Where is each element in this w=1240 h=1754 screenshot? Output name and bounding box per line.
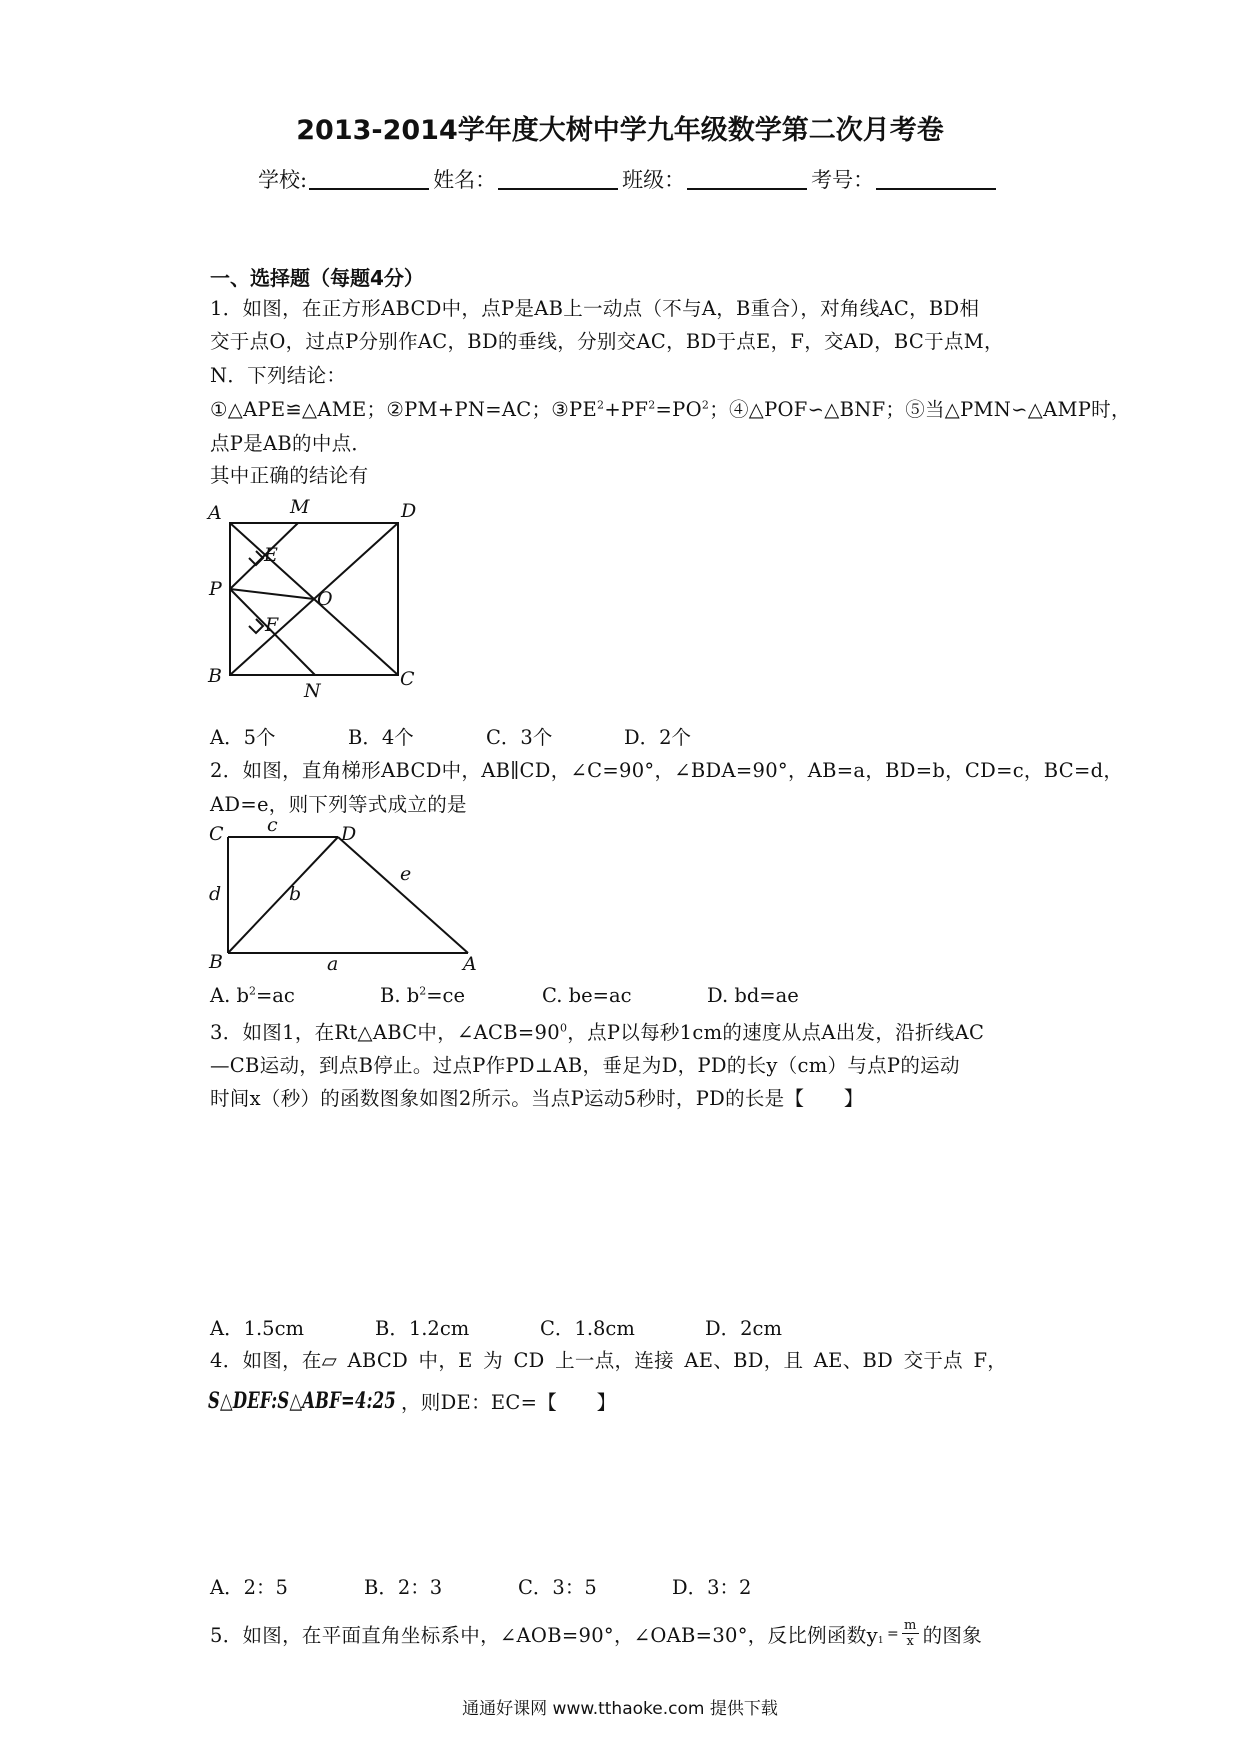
superscript: 2: [419, 984, 427, 998]
q3-line-3: 时间x（秒）的函数图象如图2所示。当点P运动5秒时，PD的长是【 】: [210, 1087, 864, 1110]
q1-option-c: C．3个: [486, 726, 553, 749]
q1-conclusions-part: +PF: [604, 398, 649, 421]
label-a: A: [208, 502, 222, 524]
q3-line-2: —CB运动，到点B停止。过点P作PD⊥AB，垂足为D，PD的长y（cm）与点P的运动: [210, 1054, 960, 1077]
label-d: D: [401, 500, 417, 522]
line-po: [230, 589, 314, 599]
label-d: D: [341, 823, 357, 845]
q2-option-a-text: A. b: [210, 984, 249, 1007]
label-b: B: [209, 951, 223, 973]
q5-line-1: 5．如图，在平面直角坐标系中，∠AOB=90°，∠OAB=30°，反比例函数y 1 = $\frac{m}{x}$ 的图象: [210, 1618, 983, 1649]
q4-options: [210, 1572, 751, 1600]
q3-option-b: B．1.2cm: [375, 1317, 470, 1340]
class-label: 班级：: [622, 168, 686, 192]
q1-line-6: 其中正确的结论有: [210, 464, 369, 487]
q2-option-a: [210, 984, 380, 1007]
diagonal-bd: [228, 837, 338, 953]
q4-line-1: 4．如图，在▱ ABCD 中，E 为 CD 上一点，连接 AE、BD，且 AE、BD 交于点 F，: [210, 1349, 1008, 1372]
class-blank: [687, 168, 807, 190]
student-info-line: [258, 164, 1000, 194]
label-side-c: c: [267, 814, 278, 836]
q2-option-d: D. bd=ae: [707, 984, 799, 1007]
q4-line-2: [210, 1386, 616, 1416]
q4-line-2-text: ，则DE：EC=【 】: [401, 1391, 617, 1414]
name-blank: [498, 168, 618, 190]
school-label: 学校:: [258, 168, 308, 192]
q3-option-d: D．2cm: [705, 1317, 782, 1340]
q1-option-b: B．4个: [348, 726, 414, 749]
label-c: C: [209, 823, 224, 845]
side-ad: [338, 837, 468, 953]
q1-line-1: 1．如图，在正方形ABCD中，点P是AB上一动点（不与A，B重合），对角线AC，BD相: [210, 297, 980, 320]
q3-line-1-part: ，点P以每秒1cm的速度从点A出发，沿折线AC: [567, 1021, 985, 1044]
q1-conclusions-part: ①△APE≌△AME；②PM+PN=AC；③PE: [210, 398, 598, 421]
q1-conclusions-part: ；④△POF∽△BNF；⑤当△PMN∽△AMP时，: [709, 398, 1131, 421]
area-ratio-formula-image: [206, 1386, 401, 1416]
name-label: 姓名：: [433, 168, 497, 192]
q3-option-c: C．1.8cm: [540, 1317, 635, 1340]
school-blank: [309, 168, 429, 190]
q2-option-c: C. be=ac: [542, 984, 632, 1007]
q1-options: [210, 722, 691, 750]
label-side-e: e: [400, 863, 412, 885]
q1-conclusions: [210, 394, 1131, 422]
q4-option-d: D．3：2: [672, 1576, 752, 1599]
fraction-denominator: x: [906, 1634, 915, 1649]
q2-trapezoid-figure: [205, 815, 490, 975]
label-f: F: [265, 614, 279, 636]
superscript: 2: [597, 398, 605, 412]
section-heading: 一、选择题（每题4分）: [210, 266, 424, 290]
label-m: M: [290, 496, 310, 518]
q4-option-b: B．2：3: [364, 1576, 443, 1599]
number-label: 考号：: [811, 168, 875, 192]
number-blank: [876, 168, 996, 190]
superscript: 0: [559, 1021, 568, 1035]
q1-option-a: A．5个: [210, 726, 276, 749]
q2-option-a-text: =ac: [255, 984, 295, 1007]
q1-line-5: 点P是AB的中点．: [210, 432, 372, 455]
superscript: 2: [701, 398, 710, 412]
q4-option-a: A．2：5: [210, 1576, 288, 1599]
label-side-b: b: [289, 883, 302, 905]
q3-line-1-part: 3．如图1，在Rt△ABC中，∠ACB=90: [210, 1021, 560, 1044]
q4-option-c: C．3：5: [518, 1576, 597, 1599]
label-p: P: [209, 578, 222, 600]
label-c: C: [400, 668, 415, 690]
q2-line-1: 2．如图，直角梯形ABCD中，AB∥CD，∠C=90°，∠BDA=90°，AB=a，BD=b，CD=c，BC=d，: [210, 759, 1124, 782]
q2-line-2: AD=e，则下列等式成立的是: [210, 793, 467, 816]
equals-sign: =: [886, 1625, 899, 1642]
q3-options: [210, 1313, 782, 1341]
q2-options: [210, 984, 799, 1007]
fraction: [902, 1618, 919, 1649]
q1-line-3: N．下列结论：: [210, 364, 347, 387]
label-side-a: a: [327, 953, 339, 975]
label-a: A: [463, 953, 477, 975]
footer-download-note: 通通好课网 www.tthaoke.com 提供下载: [462, 1699, 778, 1719]
fraction-numerator: m: [903, 1618, 917, 1633]
page-title: 2013-2014学年度大树中学九年级数学第二次月考卷: [296, 115, 944, 146]
q5-line-1-part: 的图象: [922, 1623, 983, 1647]
area-ratio-formula: S△DEF:S△ABF=4:25: [208, 1388, 396, 1414]
label-n: N: [304, 680, 321, 702]
label-e: E: [264, 544, 278, 566]
q3-line-1: [210, 1017, 984, 1045]
q2-option-b: [380, 984, 542, 1007]
q3-option-a: A．1.5cm: [210, 1317, 305, 1340]
q2-option-b-text: =ce: [426, 984, 466, 1007]
label-b: B: [208, 665, 222, 687]
q1-option-d: D．2个: [624, 726, 692, 749]
label-o: O: [317, 588, 333, 610]
q5-line-1-part: 5．如图，在平面直角坐标系中，∠AOB=90°，∠OAB=30°，反比例函数y: [210, 1623, 878, 1647]
q1-conclusions-part: =PO: [655, 398, 702, 421]
superscript: 2: [248, 984, 256, 998]
q1-square-figure: [205, 495, 435, 710]
q2-option-b-text: B. b: [380, 984, 420, 1007]
superscript: 2: [648, 398, 656, 412]
label-side-d: d: [209, 883, 222, 905]
q1-line-2: 交于点O，过点P分别作AC，BD的垂线，分别交AC，BD于点E，F，交AD，BC于点M，: [210, 330, 1004, 353]
